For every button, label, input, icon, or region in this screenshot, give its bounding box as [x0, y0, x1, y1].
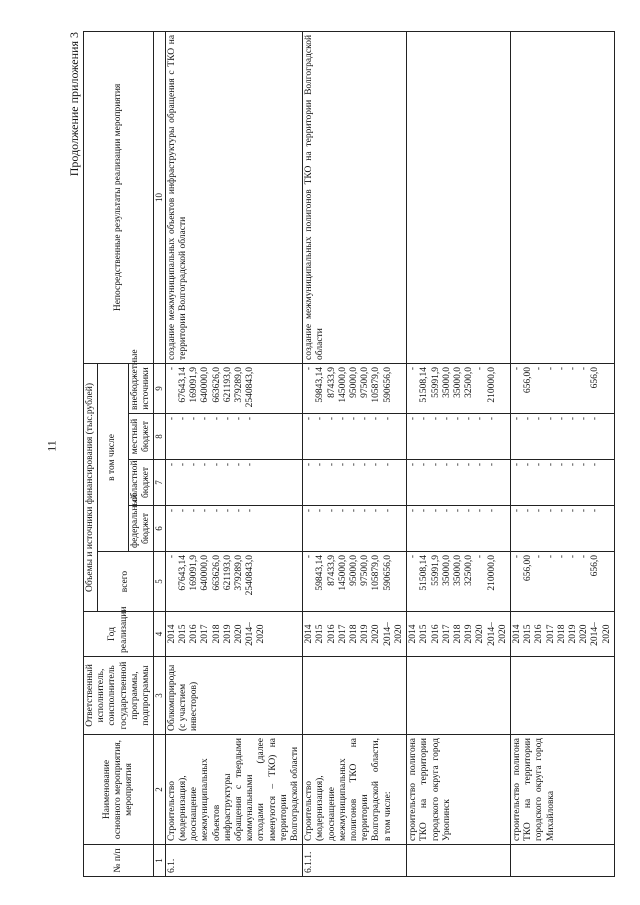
row-number: 6.1. — [165, 845, 302, 877]
extrabudget-amount: - 59843,14 87433,9 145000,0 95000,0 97500,0 105879,0 590656,0 — [303, 363, 407, 413]
appendix-continuation-note: Продолжение приложения 3 — [67, 32, 81, 177]
executor — [510, 657, 614, 735]
federal-amount: - - - - - - - - — [303, 506, 407, 552]
col-number-4: 4 — [154, 612, 166, 657]
table-row — [303, 31, 407, 876]
years: 2014 2015 2016 2017 2018 2019 2020 2014–2020 — [303, 612, 407, 657]
header-executor: Ответственный исполнитель, соисполнитель государственной программы, подпрограммы — [84, 657, 154, 735]
table-row — [510, 31, 614, 876]
col-number-10: 10 — [154, 31, 166, 363]
total-amount: - 67643,14 169091,9 640000,0 663626,0 621193,0 379289,0 2540843,0 — [165, 552, 302, 612]
header-extrabudget: внебюджетные источники — [128, 363, 153, 413]
header-row-1 — [84, 31, 98, 876]
col-number-3: 3 — [154, 657, 166, 735]
header-regional: областной бюджет — [128, 460, 153, 506]
total-amount: - 51508,14 55991,9 35000,0 35000,0 32500,0 - 210000,0 — [407, 552, 511, 612]
regional-amount: - - - - - - - - — [407, 460, 511, 506]
col-number-6: 6 — [154, 506, 166, 552]
header-federal: федеральный бюджет — [128, 506, 153, 552]
header-year: Год реализации — [84, 612, 154, 657]
regional-amount: - - - - - - - - — [510, 460, 614, 506]
event-name: Строительство (модернизация), дооснащение межмуниципальных полигонов ТКО на территории Волгоградской области, в том числе: — [303, 735, 407, 845]
federal-amount: - - - - - - - - — [510, 506, 614, 552]
event-name: строительство полигона ТКО на территории городского округа город Михайловка — [510, 735, 614, 845]
result-text: создание межмуниципальных объектов инфраструктуры обращения с ТКО на территории Волгоградской области — [165, 31, 302, 363]
total-amount: - 656,00 - - - - - 656,0 — [510, 552, 614, 612]
financing-table — [83, 31, 615, 877]
total-amount: - 59843,14 87433,9 145000,0 95000,0 97500,0 105879,0 590656,0 — [303, 552, 407, 612]
header-results: Непосредственные результаты реализации мероприятия — [84, 31, 154, 363]
result-text — [510, 31, 614, 363]
col-number-9: 9 — [154, 363, 166, 413]
regional-amount: - - - - - - - - — [165, 460, 302, 506]
executor: Облкомприроды (с участием инвесторов) — [165, 657, 302, 735]
years: 2014 2015 2016 2017 2018 2019 2020 2014–2020 — [407, 612, 511, 657]
federal-amount: - - - - - - - - — [407, 506, 511, 552]
table-row — [165, 31, 302, 876]
extrabudget-amount: - 51508,14 55991,9 35000,0 35000,0 32500,0 - 210000,0 — [407, 363, 511, 413]
local-amount: - - - - - - - - — [303, 414, 407, 460]
local-amount: - - - - - - - - — [165, 414, 302, 460]
rotated-page — [65, 32, 625, 877]
row-number: 6.1.1. — [303, 845, 407, 877]
header-including: в том числе — [98, 363, 129, 551]
col-number-2: 2 — [154, 735, 166, 845]
header-event-name: Наименование основного мероприятия, мероприятия — [84, 735, 154, 845]
header-local: местный бюджет — [128, 414, 153, 460]
years: 2014 2015 2016 2017 2018 2019 2020 2014–2020 — [510, 612, 614, 657]
col-number-8: 8 — [154, 414, 166, 460]
col-number-7: 7 — [154, 460, 166, 506]
event-name: строительство полигона ТКО на территории городского округа город Урюпинск — [407, 735, 511, 845]
page-number: 11 — [44, 440, 59, 452]
row-number — [510, 845, 614, 877]
extrabudget-amount: - 656,00 - - - - - 656,0 — [510, 363, 614, 413]
federal-amount: - - - - - - - - — [165, 506, 302, 552]
column-number-row — [154, 31, 166, 876]
regional-amount: - - - - - - - - — [303, 460, 407, 506]
local-amount: - - - - - - - - — [407, 414, 511, 460]
local-amount: - - - - - - - - — [510, 414, 614, 460]
extrabudget-amount: - 67643,14 169091,9 640000,0 663626,0 621193,0 379289,0 2540843,0 — [165, 363, 302, 413]
header-financing: Объемы и источники финансирования (тыс.рублей) — [84, 363, 98, 611]
table-row — [407, 31, 511, 876]
result-text — [407, 31, 511, 363]
years: 2014 2015 2016 2017 2018 2019 2020 2014–2020 — [165, 612, 302, 657]
row-number — [407, 845, 511, 877]
col-number-1: 1 — [154, 845, 166, 877]
col-number-5: 5 — [154, 552, 166, 612]
result-text: создание межмуниципальных полигонов ТКО на территории Волгоградской области — [303, 31, 407, 363]
executor — [303, 657, 407, 735]
header-number: № п/п — [84, 845, 154, 877]
event-name: Строительство (модернизация), дооснащение межмуниципальных объектов инфраструктуры обращения с твердыми коммунальными отходами (далее именуются – ТКО) на территории Волгоградской области — [165, 735, 302, 845]
executor — [407, 657, 511, 735]
header-total: всего — [98, 552, 154, 612]
